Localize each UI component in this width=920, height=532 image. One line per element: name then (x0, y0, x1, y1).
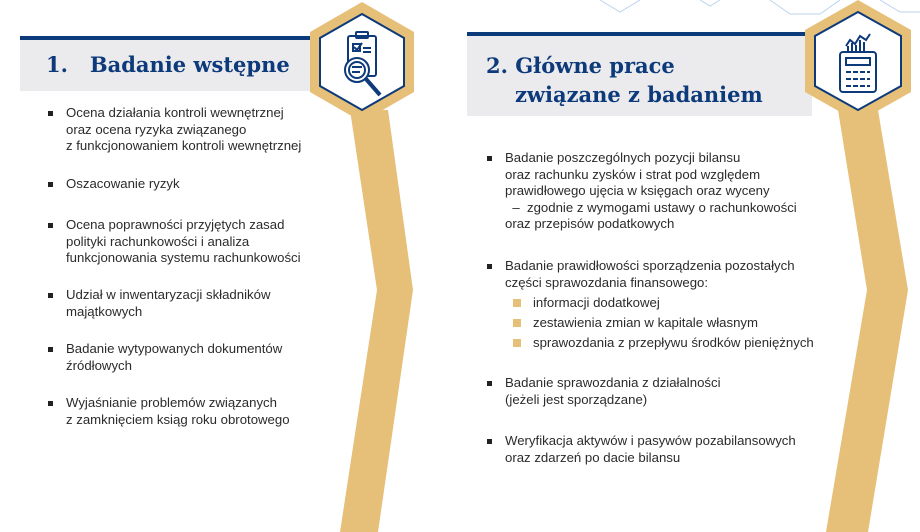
left-arrow-band (340, 110, 413, 532)
bullet-marker (48, 223, 53, 228)
background-hex-lines (600, 0, 920, 14)
list-item-line: Wyjaśnianie problemów związanych (66, 395, 277, 410)
bullet-marker (487, 381, 492, 386)
list-item (66, 287, 270, 320)
list-item-line: polityki rachunkowości i analiza (66, 233, 250, 249)
list-item-line: Ocena działania kontroli wewnętrznej (66, 105, 284, 120)
bullet-marker (48, 182, 53, 187)
list-item-line: Ocena poprawności przyjętych zasad (66, 217, 285, 232)
sub-list-item (533, 315, 758, 332)
list-item-line: prawidłowego ujęcia w księgach oraz wyceny (505, 183, 770, 198)
list-item-line: oraz zdarzeń po dacie bilansu (505, 449, 681, 465)
list-item-line: (jeżeli jest sporządzane) (505, 391, 648, 407)
list-item-line: części sprawozdania finansowego: (505, 274, 709, 290)
bullet-marker (513, 319, 521, 327)
list-item-line: Udział w inwentaryzacji składników (66, 287, 271, 302)
list-item (66, 217, 301, 267)
sub-list-item (533, 295, 660, 312)
bullet-marker (513, 339, 521, 347)
list-item (66, 341, 282, 374)
bullet-marker (487, 156, 492, 161)
right-section-title-line2: związane z badaniem (515, 82, 763, 107)
list-item-line: sprawozdania z przepływu środków pieniężnych (533, 335, 814, 350)
list-item-line: Badanie poszczególnych pozycji bilansu (505, 150, 741, 165)
list-item-line: funkcjonowania systemu rachunkowości (66, 250, 301, 265)
list-item-line: Badanie wytypowanych dokumentów (66, 341, 283, 356)
list-item (66, 176, 180, 193)
list-item-line: z zamknięciem ksiąg roku obrotowego (66, 411, 290, 427)
list-item (505, 258, 795, 291)
list-item-line: – zgodnie z wymogami ustawy o rachunkowości (505, 199, 797, 215)
list-item-line: Badanie sprawozdania z działalności (505, 375, 721, 390)
bullet-marker (48, 347, 53, 352)
list-item-line: oraz ocena ryzyka związanego (66, 121, 247, 137)
bullet-marker (513, 299, 521, 307)
bullet-marker (48, 401, 53, 406)
list-item-line: majątkowych (66, 303, 143, 319)
list-item (505, 150, 797, 233)
right-arrow-band (826, 110, 908, 532)
list-item (505, 433, 796, 466)
bullet-marker (487, 439, 492, 444)
list-item (66, 395, 290, 428)
bullet-marker (48, 111, 53, 116)
list-item-line: Badanie prawidłowości sporządzenia pozostałych (505, 258, 795, 273)
list-item-line: z funkcjonowaniem kontroli wewnętrznej (66, 138, 302, 153)
list-item-line: oraz przepisów podatkowych (505, 216, 675, 231)
list-item (505, 375, 721, 408)
right-section-title-line1: 2. Główne prace (486, 53, 675, 78)
list-item-line: oraz rachunku zysków i strat pod względem (505, 166, 761, 182)
list-item-line: Weryfikacja aktywów i pasywów pozabilansowych (505, 433, 796, 448)
bullet-marker (487, 264, 492, 269)
list-item-line: informacji dodatkowej (533, 295, 660, 310)
list-item-line: Oszacowanie ryzyk (66, 176, 180, 191)
list-item-line: źródłowych (66, 357, 132, 373)
bullet-marker (48, 293, 53, 298)
list-item-line: zestawienia zmian w kapitale własnym (533, 315, 759, 330)
list-item (66, 105, 301, 155)
sub-list-item (533, 335, 814, 352)
left-section-title: 1. Badanie wstępne (46, 52, 290, 77)
